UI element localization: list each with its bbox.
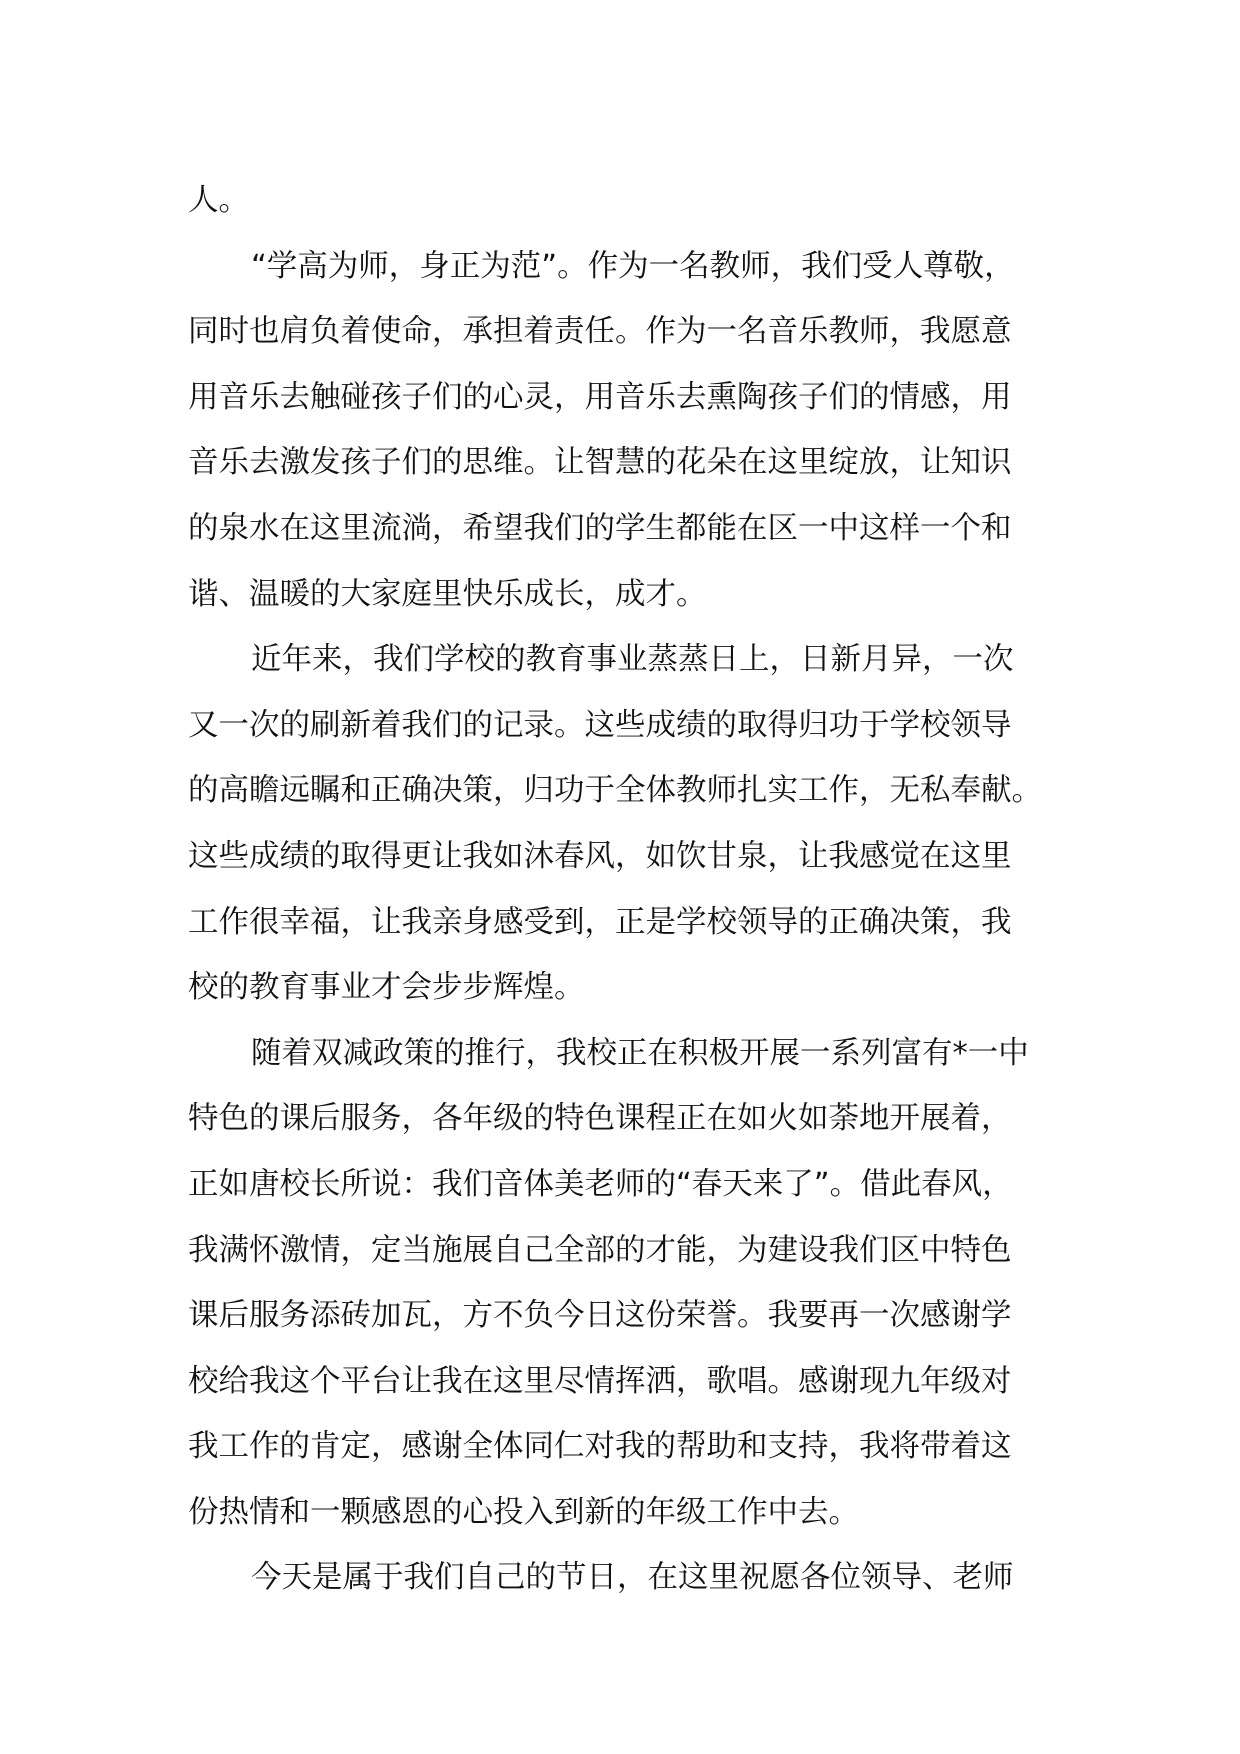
- text-line: 同时也肩负着使命，承担着责任。作为一名音乐教师，我愿意: [188, 314, 1012, 350]
- text-line: 正如唐校长所说：我们音体美老师的“春天来了”。借此春风，: [188, 1166, 1013, 1202]
- text-line: 校的教育事业才会步步辉煌。: [188, 970, 585, 1006]
- text-line: 工作很幸福，让我亲身感受到，正是学校领导的正确决策，我: [188, 904, 1012, 940]
- text-line: 用音乐去触碰孩子们的心灵，用音乐去熏陶孩子们的情感，用: [188, 379, 1012, 415]
- text-line: 音乐去激发孩子们的思维。让智慧的花朵在这里绽放，让知识: [188, 445, 1012, 481]
- paragraph-start-line: “学高为师，身正为范”。作为一名教师，我们受人尊敬，: [251, 248, 1015, 284]
- text-line: 我满怀激情，定当施展自己全部的才能，为建设我们区中特色: [188, 1232, 1012, 1268]
- text-line: 这些成绩的取得更让我如沐春风，如饮甘泉，让我感觉在这里: [188, 838, 1012, 874]
- text-line: 份热情和一颗感恩的心投入到新的年级工作中去。: [188, 1494, 859, 1530]
- text-line: 校给我这个平台让我在这里尽情挥洒，歌唱。感谢现九年级对: [188, 1363, 1012, 1399]
- text-line: 我工作的肯定，感谢全体同仁对我的帮助和支持，我将带着这: [188, 1429, 1012, 1465]
- text-line: 课后服务添砖加瓦，方不负今日这份荣誉。我要再一次感谢学: [188, 1298, 1012, 1334]
- text-line: 谐、温暖的大家庭里快乐成长，成才。: [188, 576, 707, 612]
- paragraph-start-line: 今天是属于我们自己的节日，在这里祝愿各位领导、老师: [251, 1560, 1014, 1596]
- text-line: 特色的课后服务，各年级的特色课程正在如火如荼地开展着，: [188, 1101, 1012, 1137]
- paragraph-start-line: 随着双减政策的推行，我校正在积极开展一系列富有*一中: [251, 1035, 1029, 1071]
- body-text: [188, 168, 1068, 1611]
- text-line: 的泉水在这里流淌，希望我们的学生都能在区一中这样一个和: [188, 510, 1012, 546]
- text-line: 又一次的刷新着我们的记录。这些成绩的取得归功于学校领导: [188, 707, 1012, 743]
- text-line: 人。: [188, 183, 249, 218]
- text-line: 的高瞻远瞩和正确决策，归功于全体教师扎实工作，无私奉献。: [188, 773, 1042, 809]
- paragraph-start-line: 近年来，我们学校的教育事业蒸蒸日上，日新月异，一次: [251, 642, 1014, 678]
